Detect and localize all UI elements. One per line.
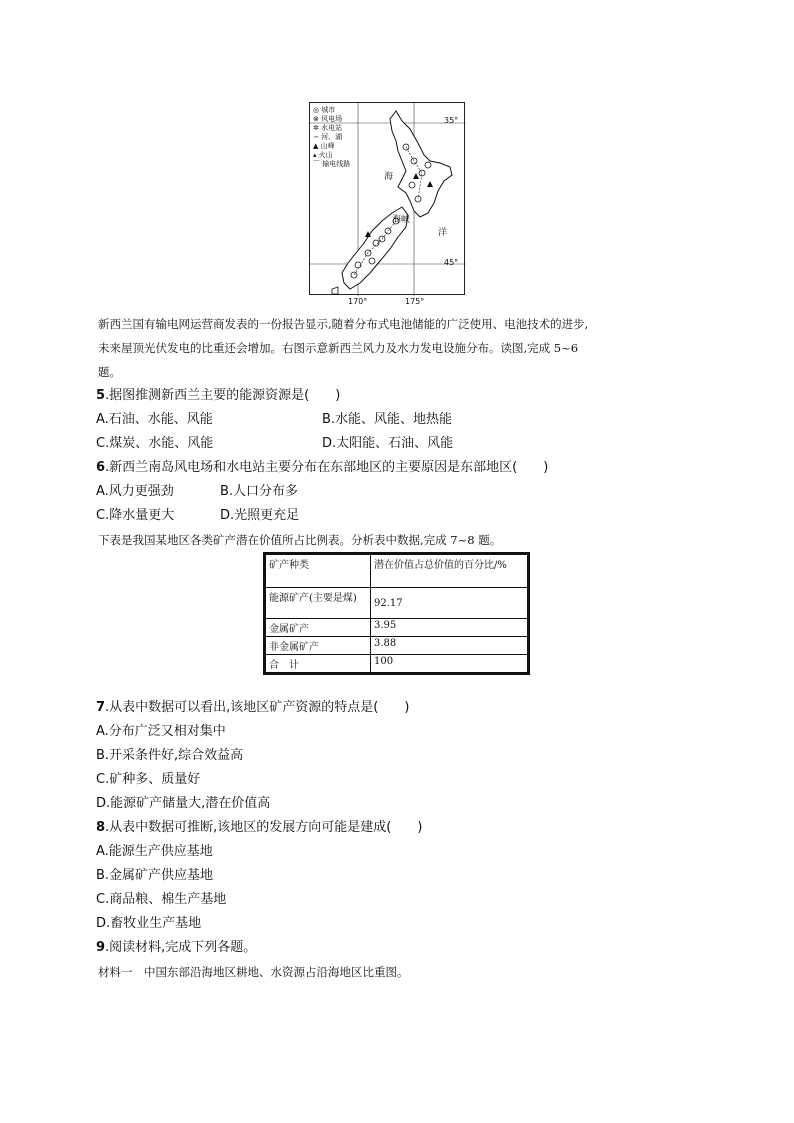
q8-option-c[interactable]: C.商品粮、棉生产基地: [96, 892, 227, 907]
q7-option-b[interactable]: B.开采条件好,综合效益高: [96, 748, 244, 763]
ocean-label: 洋: [438, 228, 448, 238]
table-row: [266, 637, 528, 655]
volcano-icon: ▴: [313, 151, 317, 159]
table-cell: 3.88: [371, 637, 528, 655]
north-island-shape: [390, 111, 452, 217]
new-zealand-map: [309, 102, 465, 306]
table-cell: 金属矿产: [266, 619, 371, 637]
table-header-cell: 矿产种类: [266, 555, 371, 588]
legend-wind: ⊗ 风电场: [313, 115, 343, 123]
hydro-station-icon: ✲: [313, 124, 319, 132]
legend-volcano: ▴ 火山: [313, 151, 333, 159]
mineral-table: [265, 554, 528, 673]
table-cell: 3.95: [371, 619, 528, 637]
q8-option-a[interactable]: A.能源生产供应基地: [96, 844, 213, 859]
mineral-table-frame: [263, 552, 530, 675]
q7-stem: 7.从表中数据可以看出,该地区矿产资源的特点是( ): [96, 700, 410, 715]
q5-stem: 5.据图推测新西兰主要的能源资源是( ): [96, 388, 341, 403]
q6-option-d[interactable]: D.光照更充足: [220, 508, 300, 523]
legend-peak: ▲ 山峰: [313, 142, 335, 150]
wind-farm-icon: ⊗: [313, 115, 319, 123]
peak-icon: ▲: [313, 142, 319, 150]
lat-label-35: 35°: [444, 116, 459, 125]
sea-label: 海: [384, 172, 394, 182]
legend-line: ⌒ 输电线路: [313, 160, 351, 168]
q7-option-c[interactable]: C.矿种多、质量好: [96, 772, 201, 787]
q8-stem: 8.从表中数据可推断,该地区的发展方向可能是建成( ): [96, 820, 423, 835]
strait-label: 海峡: [392, 215, 411, 225]
lon-label-175: 175°: [405, 297, 425, 306]
q7-option-d[interactable]: D.能源矿产储量大,潜在价值高: [96, 796, 271, 811]
table-header-row: [266, 555, 528, 588]
q6-option-b[interactable]: B.人口分布多: [220, 484, 299, 499]
q6-option-c[interactable]: C.降水量更大: [96, 508, 175, 523]
q6-option-a[interactable]: A.风力更强劲: [96, 484, 174, 499]
table-cell: 92.17: [371, 588, 528, 619]
stewart-island-shape: [332, 287, 338, 294]
legend-hydro: ✲ 水电站: [313, 124, 343, 132]
river-lake-icon: ∽: [313, 133, 319, 141]
lon-label-170: 170°: [348, 297, 368, 306]
q5-option-b[interactable]: B.水能、风能、地热能: [322, 412, 453, 427]
q5-option-c[interactable]: C.煤炭、水能、风能: [96, 436, 214, 451]
intro1-line1: 新西兰国有输电网运营商发表的一份报告显示,随着分布式电池储能的广泛使用、电池技术的进步,: [98, 317, 589, 331]
q9-stem: 9.阅读材料,完成下列各题。: [96, 940, 257, 955]
intro1-line2: 未来屋顶光伏发电的比重还会增加。右图示意新西兰风力及水力发电设施分布。读图,完成 5~6: [98, 341, 579, 355]
q7-option-a[interactable]: A.分布广泛又相对集中: [96, 724, 226, 739]
intro1-line3: 题。: [98, 365, 121, 379]
table-row: [266, 619, 528, 637]
q8-option-d[interactable]: D.畜牧业生产基地: [96, 916, 202, 931]
table-row: [266, 655, 528, 673]
table-cell: 100: [371, 655, 528, 673]
intro2: 下表是我国某地区各类矿产潜在价值所占比例表。分析表中数据,完成 7~8 题。: [98, 533, 502, 547]
material1: 材料一 中国东部沿海地区耕地、水资源占沿海地区比重图。: [98, 965, 409, 979]
transmission-line-icon: ⌒: [313, 160, 320, 168]
table-cell: 能源矿产(主要是煤): [266, 588, 371, 619]
table-row: [266, 588, 528, 619]
legend-city: ◎ 城市: [313, 106, 336, 114]
table-cell: 合 计: [266, 655, 371, 673]
city-icon: ◎: [313, 106, 320, 114]
map-legend: [313, 106, 350, 169]
legend-river: ∽ 河、湖: [313, 133, 343, 141]
q5-option-a[interactable]: A.石油、水能、风能: [96, 412, 213, 427]
table-header-cell: 潜在价值占总价值的百分比/%: [371, 555, 528, 588]
lat-label-45: 45°: [444, 258, 459, 267]
q6-stem: 6.新西兰南岛风电场和水电站主要分布在东部地区的主要原因是东部地区( ): [96, 460, 549, 475]
q5-option-d[interactable]: D.太阳能、石油、风能: [322, 436, 454, 451]
table-cell: 非金属矿产: [266, 637, 371, 655]
q8-option-b[interactable]: B.金属矿产供应基地: [96, 868, 214, 883]
